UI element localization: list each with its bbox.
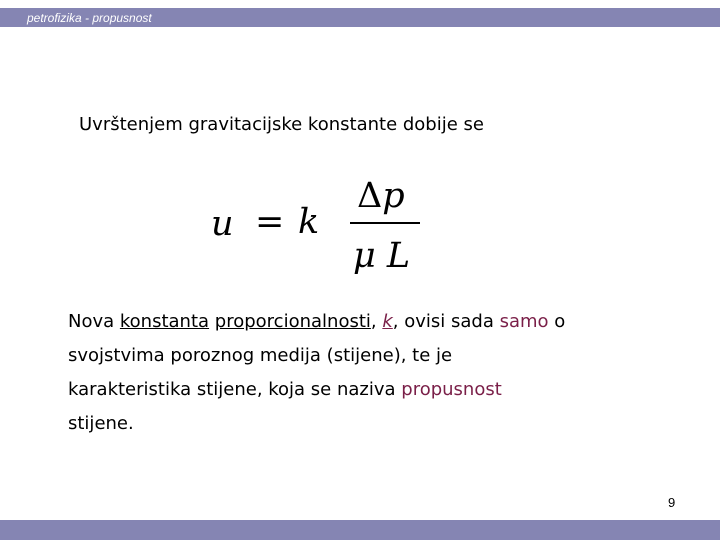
formula-delta: Δ (357, 176, 383, 216)
formula-lhs: u (211, 204, 234, 244)
body-paragraph (68, 305, 668, 441)
paragraph-line-4: stijene. (68, 413, 134, 434)
line3-text-a: karakteristika stijene, koja se naziva (68, 379, 402, 400)
header-bar (0, 8, 720, 27)
page-number: 9 (668, 495, 676, 510)
formula-equals: = (255, 202, 285, 242)
fraction-bar (350, 222, 420, 224)
intro-text: Uvrštenjem gravitacijske konstante dobije se (79, 114, 484, 135)
header-title: petrofizika - propusnost (27, 11, 152, 25)
term-k: k (382, 311, 393, 332)
formula-pressure: p (382, 176, 405, 216)
paragraph-line-3 (68, 373, 668, 407)
paragraph-line-2: svojstvima poroznog medija (stijene), te je (68, 345, 453, 366)
term-samo: samo (499, 311, 549, 332)
formula-denominator: μ L (353, 236, 411, 276)
term-propusnost: propusnost (401, 379, 502, 400)
line1-text-c: o (548, 311, 566, 332)
formula-coefficient: k (298, 202, 320, 242)
term-konstanta: konstanta (119, 311, 210, 332)
paragraph-line-1 (68, 305, 668, 339)
term-proporcionalnosti: proporcionalnosti (214, 311, 371, 332)
line1-text-a: Nova (68, 311, 120, 332)
formula-numerator (357, 176, 405, 216)
formula (205, 170, 435, 280)
line1-text-b: , ovisi sada (392, 311, 500, 332)
footer-bar (0, 520, 720, 540)
line1-comma: , (370, 311, 383, 332)
